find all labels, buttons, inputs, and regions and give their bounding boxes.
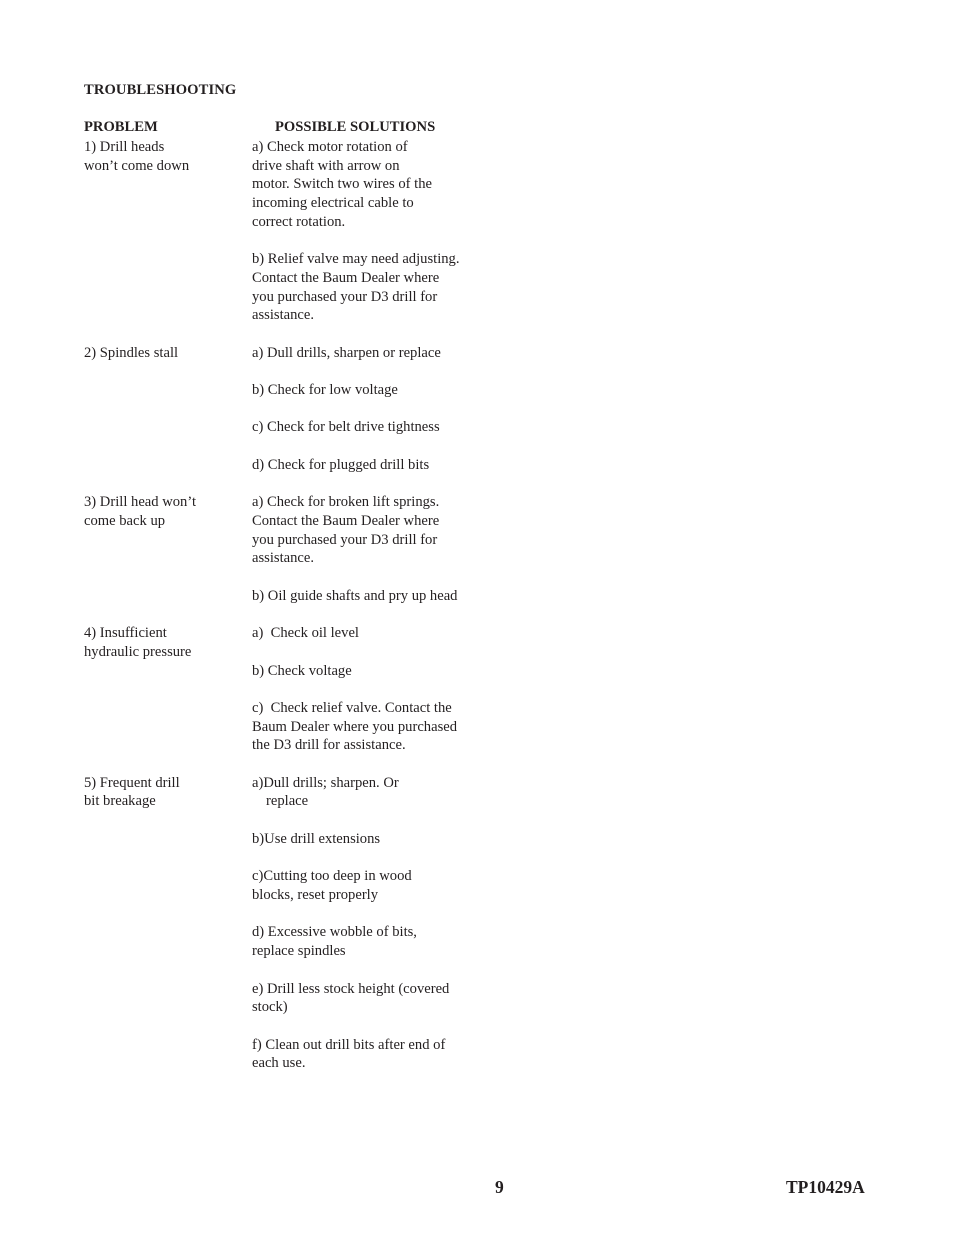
solution-2a: a) Dull drills, sharpen or replace (252, 345, 441, 361)
solution-3a-line-1: a) Check for broken lift springs. (252, 494, 440, 510)
page-number: 9 (495, 1177, 504, 1197)
problem-3-line-2: come back up (84, 513, 166, 529)
solution-1a-line-2: drive shaft with arrow on (252, 157, 400, 174)
solution-5a-line-1: a)Dull drills; sharpen. Or (252, 775, 399, 791)
problem-5-line-2: bit breakage (84, 793, 156, 809)
solution-4b: b) Check voltage (252, 663, 352, 679)
solution-4c-line-2: Baum Dealer where you purchased (252, 719, 458, 735)
problem-1-line-2: won’t come down (84, 157, 190, 174)
solution-5e-line-2: stock) (252, 999, 288, 1015)
solution-1b-line-1: b) Relief valve may need adjusting. (252, 251, 460, 267)
solution-5c-line-1: c)Cutting too deep in wood (252, 868, 412, 884)
solution-5f-line-2: each use. (252, 1055, 306, 1071)
solution-1a-line-3: motor. Switch two wires of the (252, 176, 432, 192)
solution-3a-line-4: assistance. (252, 550, 315, 566)
solution-1b-line-4: assistance. (252, 307, 315, 323)
problem-3-line-1: 3) Drill head won’t (84, 494, 196, 510)
solution-2d: d) Check for plugged drill bits (252, 457, 430, 473)
problem-4-line-1: 4) Insufficient (84, 625, 167, 641)
column-header-problem: PROBLEM (84, 119, 158, 135)
solution-1b-line-2: Contact the Baum Dealer where (252, 270, 440, 286)
solution-5b: b)Use drill extensions (252, 831, 381, 847)
solution-3a-line-2: Contact the Baum Dealer where (252, 513, 440, 529)
section-title: TROUBLESHOOTING (84, 82, 237, 98)
document-id: TP10429A (786, 1177, 865, 1197)
solution-4a: a) Check oil level (252, 625, 359, 641)
solution-5d-line-2: replace spindles (252, 943, 346, 959)
column-header-solutions: POSSIBLE SOLUTIONS (275, 119, 436, 135)
solution-3a-line-3: you purchased your D3 drill for (252, 532, 438, 548)
solution-4c-line-1: c) Check relief valve. Contact the (252, 700, 452, 716)
solution-1a-line-5: correct rotation. (252, 214, 346, 230)
solution-1a-line-1: a) Check motor rotation of (252, 139, 408, 155)
problem-4-line-2: hydraulic pressure (84, 644, 192, 660)
problem-2-line-1: 2) Spindles stall (84, 345, 179, 361)
solution-1a-line-4: incoming electrical cable to (252, 195, 414, 211)
solution-5c-line-2: blocks, reset properly (252, 887, 379, 903)
solution-4c-line-3: the D3 drill for assistance. (252, 737, 406, 753)
solution-3b: b) Oil guide shafts and pry up head (252, 588, 458, 604)
solution-5f-line-1: f) Clean out drill bits after end of (252, 1037, 446, 1053)
solution-5d-line-1: d) Excessive wobble of bits, (252, 924, 417, 940)
problem-5-line-1: 5) Frequent drill (84, 775, 180, 791)
solution-1b-line-3: you purchased your D3 drill for (252, 288, 438, 305)
problem-1-line-1: 1) Drill heads (84, 139, 165, 155)
solution-2b: b) Check for low voltage (252, 382, 398, 398)
solution-5e-line-1: e) Drill less stock height (covered (252, 981, 450, 997)
solution-2c: c) Check for belt drive tightness (252, 419, 440, 435)
solution-5a-line-2: replace (266, 793, 309, 809)
